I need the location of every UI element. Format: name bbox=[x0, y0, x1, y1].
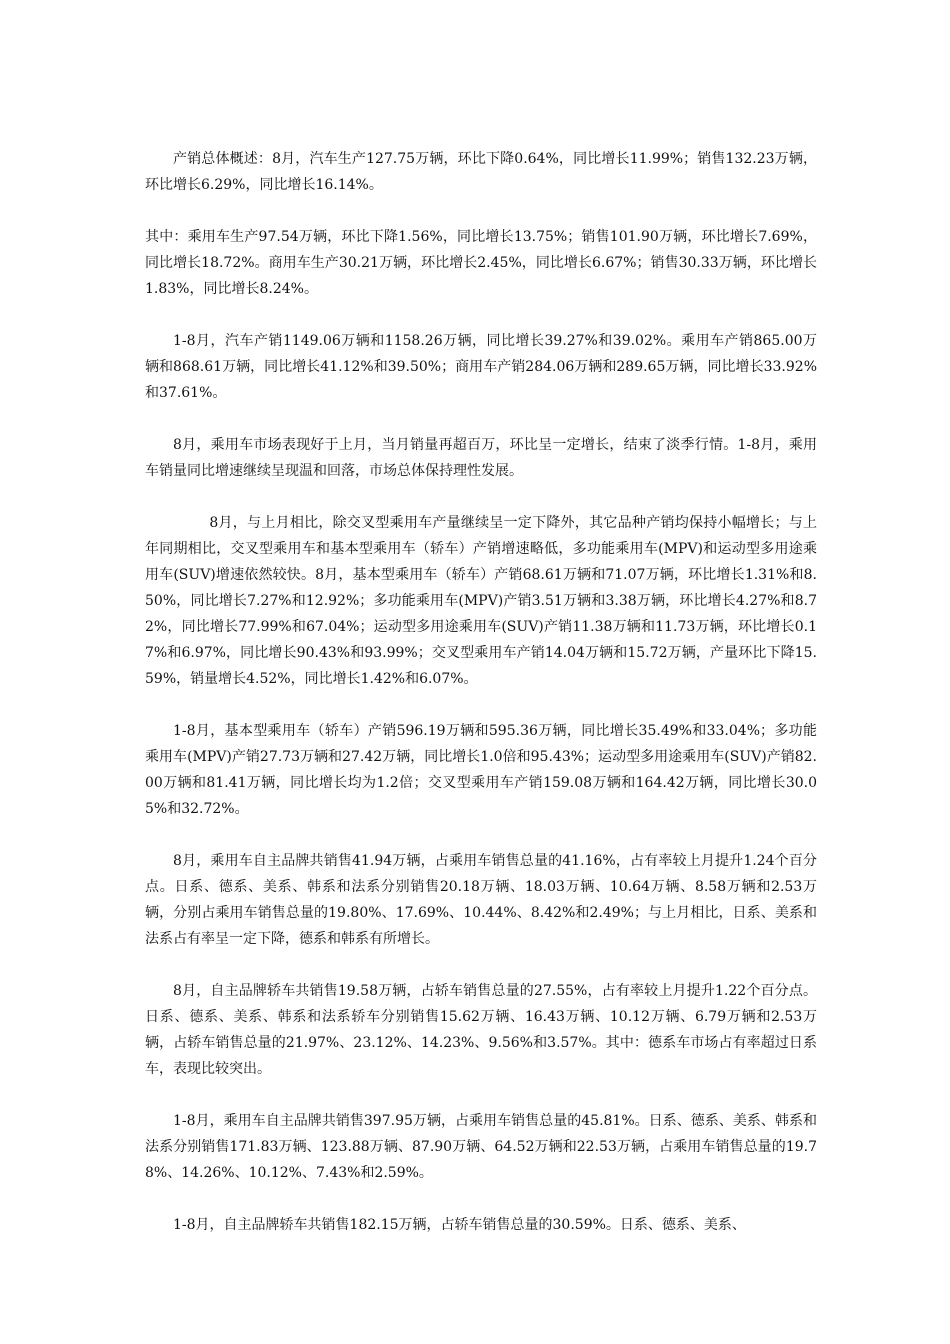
paragraph-overview: 产销总体概述：8月，汽车生产127.75万辆，环比下降0.64%，同比增长11.99%；销售132.23万辆，环比增长6.29%，同比增长16.14%。 bbox=[145, 151, 817, 193]
document-body bbox=[145, 146, 817, 1264]
paragraph-jan-aug-brand-share: 1-8月，乘用车自主品牌共销售397.95万辆，占乘用车销售总量的45.81%。日系、德系、美系、韩系和法系分别销售171.83万辆、123.88万辆、87.90万辆、64.52万辆和22.53万辆，占乘用车销售总量的19.78%、14.26%、10.12%、7.43%和2.59%。 bbox=[145, 1113, 817, 1181]
paragraph-august-brand-share: 8月，乘用车自主品牌共销售41.94万辆，占乘用车销售总量的41.16%，占有率较上月提升1.24个百分点。日系、德系、美系、韩系和法系分别销售20.18万辆、18.03万辆、10.64万辆、8.58万辆和2.53万辆，分别占乘用车销售总量的19.80%、17.69%、10.44%、8.42%和2.49%；与上月相比，日系、美系和法系占有率呈一定下降，德系和韩系有所增长。 bbox=[145, 853, 817, 947]
paragraph-market-performance: 8月，乘用车市场表现好于上月，当月销量再超百万，环比呈一定增长，结束了淡季行情。1-8月，乘用车销量同比增速继续呈现温和回落，市场总体保持理性发展。 bbox=[145, 437, 817, 479]
paragraph-passenger-commercial: 其中：乘用车生产97.54万辆，环比下降1.56%，同比增长13.75%；销售101.90万辆，环比增长7.69%，同比增长18.72%。商用车生产30.21万辆，环比增长2.45%，同比增长6.67%；销售30.33万辆，环比增长1.83%，同比增长8.24%。 bbox=[145, 229, 817, 297]
paragraph-jan-aug-by-type: 1-8月，基本型乘用车（轿车）产销596.19万辆和595.36万辆，同比增长35.49%和33.04%；多功能乘用车(MPV)产销27.73万辆和27.42万辆，同比增长1.0倍和95.43%；运动型多用途乘用车(SUV)产销82.00万辆和81.41万辆，同比增长均为1.2倍；交叉型乘用车产销159.08万辆和164.42万辆，同比增长30.05%和32.72%。 bbox=[145, 723, 817, 817]
paragraph-jan-aug-sedan-brand-share: 1-8月，自主品牌轿车共销售182.15万辆，占轿车销售总量的30.59%。日系、德系、美系、 bbox=[173, 1217, 746, 1233]
paragraph-jan-aug-totals: 1-8月，汽车产销1149.06万辆和1158.26万辆，同比增长39.27%和39.02%。乘用车产销865.00万辆和868.61万辆，同比增长41.12%和39.50%；商用车产销284.06万辆和289.65万辆，同比增长33.92%和37.61%。 bbox=[145, 333, 817, 401]
paragraph-august-by-type: 8月，与上月相比，除交叉型乘用车产量继续呈一定下降外，其它品种产销均保持小幅增长；与上年同期相比，交叉型乘用车和基本型乘用车（轿车）产销增速略低，多功能乘用车(MPV)和运动型多用途乘用车(SUV)增速依然较快。8月，基本型乘用车（轿车）产销68.61万辆和71.07万辆，环比增长1.31%和8.50%，同比增长7.27%和12.92%；多功能乘用车(MPV)产销3.51万辆和3.38万辆，环比增长4.27%和8.72%，同比增长77.99%和67.04%；运动型多用途乘用车(SUV)产销11.38万辆和11.73万辆，环比增长0.17%和6.97%，同比增长90.43%和93.99%；交叉型乘用车产销14.04万辆和15.72万辆，产量环比下降15.59%，销量增长4.52%，同比增长1.42%和6.07%。 bbox=[145, 515, 817, 687]
paragraph-august-sedan-brand-share: 8月，自主品牌轿车共销售19.58万辆，占轿车销售总量的27.55%，占有率较上月提升1.22个百分点。日系、德系、美系、韩系和法系轿车分别销售15.62万辆、16.43万辆、10.12万辆、6.79万辆和2.53万辆，占轿车销售总量的21.97%、23.12%、14.23%、9.56%和3.57%。其中：德系车市场占有率超过日系车，表现比较突出。 bbox=[145, 983, 817, 1077]
